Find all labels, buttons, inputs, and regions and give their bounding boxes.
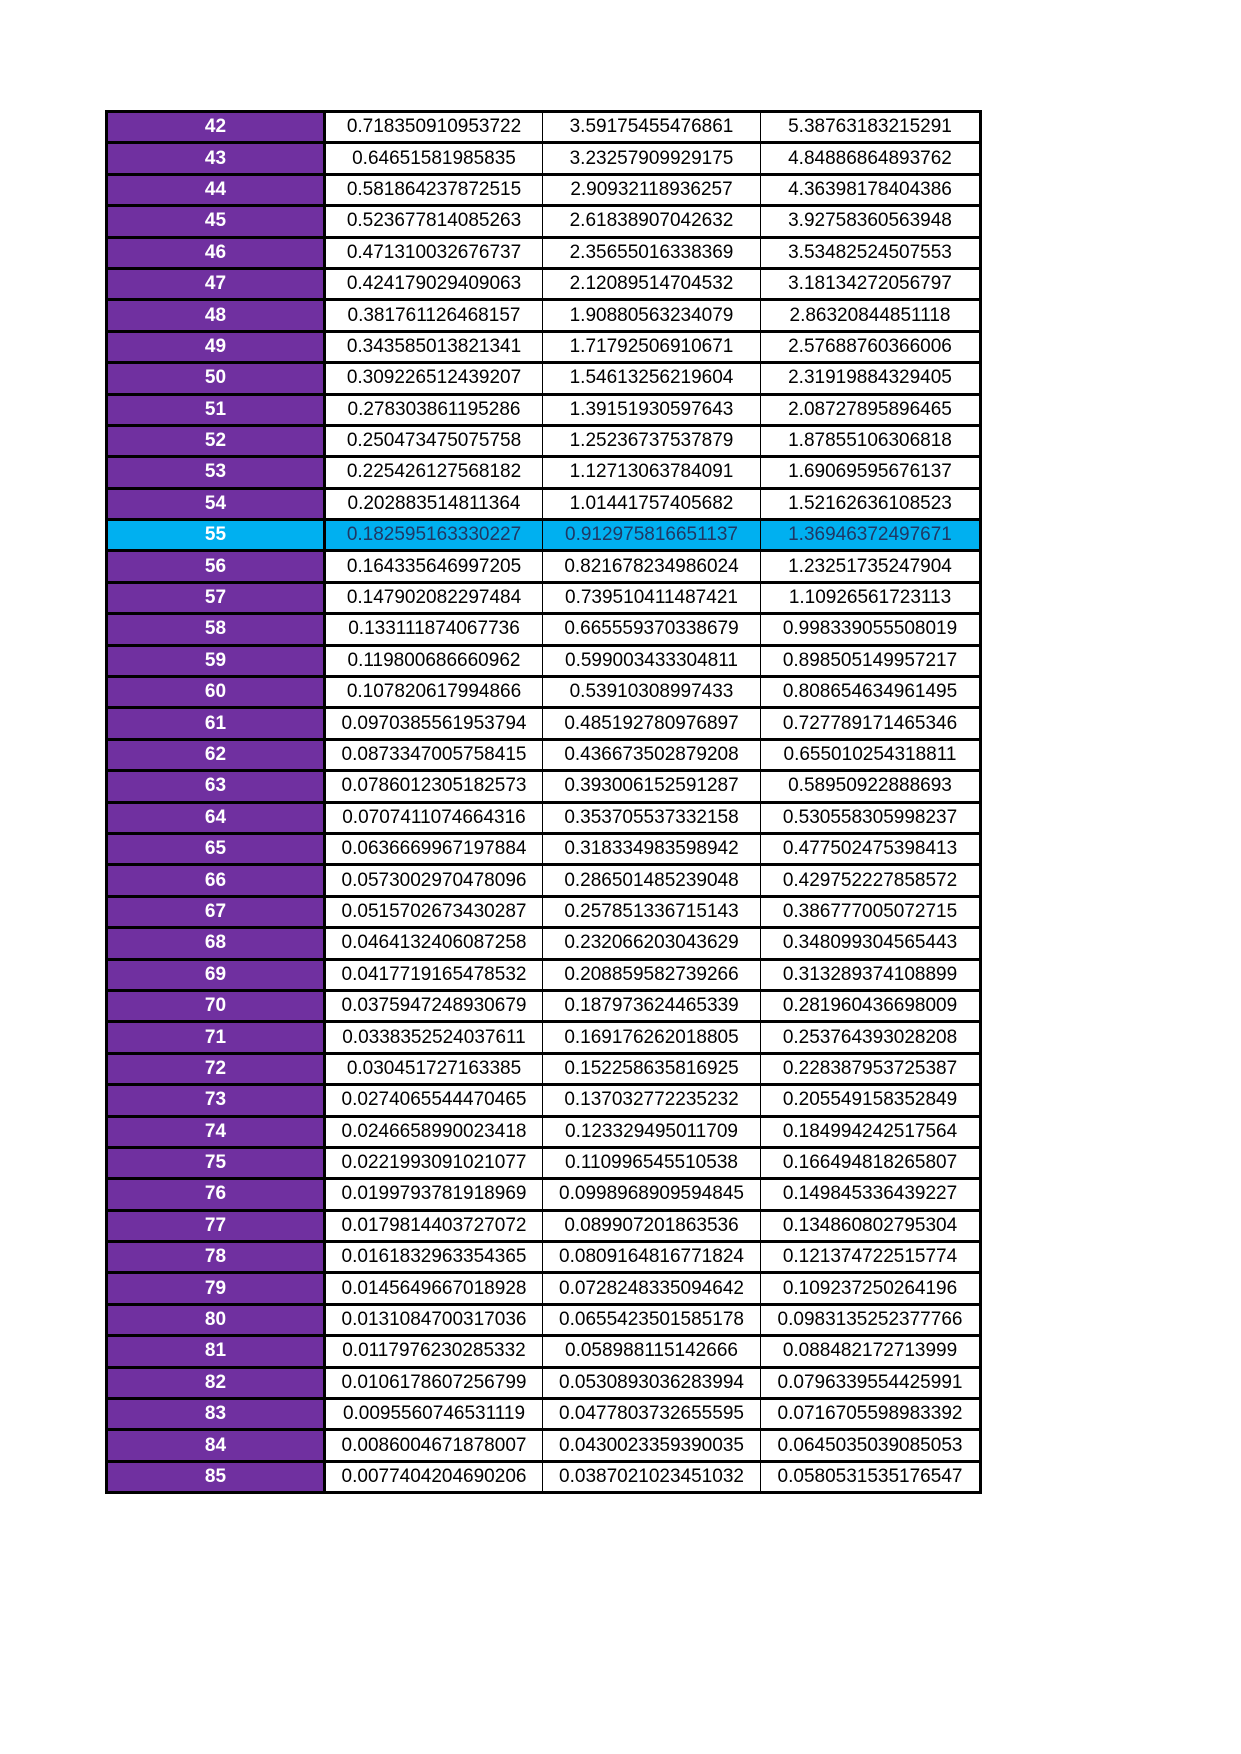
value-cell-a[interactable]: 0.581864237872515	[325, 174, 543, 205]
row-index-cell[interactable]: 56	[107, 551, 325, 582]
value-cell-c[interactable]: 0.0716705598983392	[761, 1399, 981, 1430]
value-cell-c[interactable]: 0.149845336439227	[761, 1179, 981, 1210]
table-row	[107, 1022, 981, 1053]
value-cell-c[interactable]: 0.0983135252377766	[761, 1304, 981, 1335]
row-index-cell[interactable]: 74	[107, 1116, 325, 1147]
table-body	[107, 112, 981, 1493]
table-row	[107, 1210, 981, 1241]
row-index-cell[interactable]: 83	[107, 1399, 325, 1430]
table-row	[107, 677, 981, 708]
row-index-cell[interactable]: 58	[107, 614, 325, 645]
value-cell-a[interactable]: 0.0221993091021077	[325, 1147, 543, 1178]
value-cell-c[interactable]: 1.52162636108523	[761, 488, 981, 519]
value-cell-b[interactable]: 0.0430023359390035	[543, 1430, 761, 1461]
value-cell-a[interactable]: 0.107820617994866	[325, 677, 543, 708]
value-cell-b[interactable]: 0.0530893036283994	[543, 1367, 761, 1398]
table-row	[107, 1461, 981, 1492]
value-cell-a[interactable]: 0.424179029409063	[325, 268, 543, 299]
table-row	[107, 865, 981, 896]
table-row	[107, 394, 981, 425]
value-cell-a[interactable]: 0.0573002970478096	[325, 865, 543, 896]
row-index-cell[interactable]: 48	[107, 300, 325, 331]
value-cell-b[interactable]: 1.25236737537879	[543, 425, 761, 456]
value-cell-c[interactable]: 4.84886864893762	[761, 143, 981, 174]
value-cell-c[interactable]: 0.477502475398413	[761, 833, 981, 864]
value-cell-b[interactable]: 3.59175455476861	[543, 112, 761, 143]
value-cell-a[interactable]: 0.343585013821341	[325, 331, 543, 362]
value-cell-c[interactable]: 0.727789171465346	[761, 708, 981, 739]
table-row	[107, 1367, 981, 1398]
value-cell-c[interactable]: 0.281960436698009	[761, 990, 981, 1021]
value-cell-a[interactable]: 0.0515702673430287	[325, 896, 543, 927]
value-cell-b[interactable]: 0.089907201863536	[543, 1210, 761, 1241]
value-cell-a[interactable]: 0.0117976230285332	[325, 1336, 543, 1367]
value-cell-a[interactable]: 0.0145649667018928	[325, 1273, 543, 1304]
table-row	[107, 771, 981, 802]
value-cell-b[interactable]: 2.35655016338369	[543, 237, 761, 268]
value-cell-a[interactable]: 0.0077404204690206	[325, 1461, 543, 1492]
value-cell-a[interactable]: 0.0375947248930679	[325, 990, 543, 1021]
value-cell-a[interactable]: 0.0707411074664316	[325, 802, 543, 833]
value-cell-b[interactable]: 0.058988115142666	[543, 1336, 761, 1367]
value-cell-b[interactable]: 0.665559370338679	[543, 614, 761, 645]
value-cell-c[interactable]: 2.86320844851118	[761, 300, 981, 331]
table-row	[107, 645, 981, 676]
value-cell-c[interactable]: 0.184994242517564	[761, 1116, 981, 1147]
value-cell-a[interactable]: 0.0786012305182573	[325, 771, 543, 802]
table-row	[107, 802, 981, 833]
value-cell-a[interactable]: 0.250473475075758	[325, 425, 543, 456]
value-cell-a[interactable]: 0.278303861195286	[325, 394, 543, 425]
value-cell-a[interactable]: 0.119800686660962	[325, 645, 543, 676]
row-index-cell[interactable]: 53	[107, 457, 325, 488]
row-index-cell[interactable]: 50	[107, 363, 325, 394]
table-row	[107, 739, 981, 770]
value-cell-c[interactable]: 0.530558305998237	[761, 802, 981, 833]
table-row	[107, 990, 981, 1021]
value-cell-c[interactable]: 0.166494818265807	[761, 1147, 981, 1178]
value-cell-c[interactable]: 0.655010254318811	[761, 739, 981, 770]
value-cell-b[interactable]: 1.01441757405682	[543, 488, 761, 519]
table-row	[107, 582, 981, 613]
value-cell-b[interactable]: 0.137032772235232	[543, 1085, 761, 1116]
value-cell-a[interactable]: 0.0464132406087258	[325, 928, 543, 959]
value-cell-c[interactable]: 0.898505149957217	[761, 645, 981, 676]
value-cell-b[interactable]: 1.39151930597643	[543, 394, 761, 425]
value-cell-a[interactable]: 0.0095560746531119	[325, 1399, 543, 1430]
data-table	[105, 110, 982, 1494]
table-row	[107, 174, 981, 205]
table-row	[107, 331, 981, 362]
table-row	[107, 614, 981, 645]
value-cell-a[interactable]: 0.133111874067736	[325, 614, 543, 645]
value-cell-b[interactable]: 0.152258635816925	[543, 1053, 761, 1084]
value-cell-c[interactable]: 0.313289374108899	[761, 959, 981, 990]
table-row	[107, 457, 981, 488]
value-cell-b[interactable]: 0.739510411487421	[543, 582, 761, 613]
value-cell-c[interactable]: 1.10926561723113	[761, 582, 981, 613]
value-cell-b[interactable]: 0.0809164816771824	[543, 1242, 761, 1273]
value-cell-b[interactable]: 0.393006152591287	[543, 771, 761, 802]
table-row	[107, 833, 981, 864]
row-index-cell[interactable]: 61	[107, 708, 325, 739]
row-index-cell[interactable]: 52	[107, 425, 325, 456]
table-row	[107, 1430, 981, 1461]
value-cell-b[interactable]: 0.187973624465339	[543, 990, 761, 1021]
row-index-cell[interactable]: 44	[107, 174, 325, 205]
table-row	[107, 1147, 981, 1178]
value-cell-a[interactable]: 0.0970385561953794	[325, 708, 543, 739]
table-row	[107, 1242, 981, 1273]
table-row	[107, 1273, 981, 1304]
table-row	[107, 488, 981, 519]
value-cell-a[interactable]: 0.0417719165478532	[325, 959, 543, 990]
value-cell-b[interactable]: 0.599003433304811	[543, 645, 761, 676]
row-index-cell[interactable]: 72	[107, 1053, 325, 1084]
row-index-cell[interactable]: 82	[107, 1367, 325, 1398]
table-row	[107, 1179, 981, 1210]
value-cell-c[interactable]: 3.53482524507553	[761, 237, 981, 268]
value-cell-b[interactable]: 0.821678234986024	[543, 551, 761, 582]
value-cell-b[interactable]: 0.0387021023451032	[543, 1461, 761, 1492]
value-cell-a[interactable]: 0.030451727163385	[325, 1053, 543, 1084]
value-cell-c[interactable]: 0.134860802795304	[761, 1210, 981, 1241]
row-index-cell[interactable]: 79	[107, 1273, 325, 1304]
row-index-cell[interactable]: 47	[107, 268, 325, 299]
value-cell-b[interactable]: 0.123329495011709	[543, 1116, 761, 1147]
row-index-cell[interactable]: 63	[107, 771, 325, 802]
row-index-cell[interactable]: 51	[107, 394, 325, 425]
value-cell-c[interactable]: 0.808654634961495	[761, 677, 981, 708]
value-cell-b[interactable]: 0.286501485239048	[543, 865, 761, 896]
table-row	[107, 112, 981, 143]
value-cell-a[interactable]: 0.0338352524037611	[325, 1022, 543, 1053]
value-cell-b[interactable]: 0.208859582739266	[543, 959, 761, 990]
table-row-highlighted	[107, 520, 981, 551]
value-cell-b[interactable]: 0.257851336715143	[543, 896, 761, 927]
row-index-cell[interactable]: 54	[107, 488, 325, 519]
value-cell-c[interactable]: 0.121374722515774	[761, 1242, 981, 1273]
row-index-cell[interactable]: 55	[107, 520, 325, 551]
row-index-cell[interactable]: 65	[107, 833, 325, 864]
value-cell-b[interactable]: 0.0655423501585178	[543, 1304, 761, 1335]
value-cell-c[interactable]: 2.31919884329405	[761, 363, 981, 394]
value-cell-c[interactable]: 0.109237250264196	[761, 1273, 981, 1304]
value-cell-b[interactable]: 0.353705537332158	[543, 802, 761, 833]
table-row	[107, 1116, 981, 1147]
value-cell-b[interactable]: 0.485192780976897	[543, 708, 761, 739]
row-index-cell[interactable]: 71	[107, 1022, 325, 1053]
value-cell-b[interactable]: 0.318334983598942	[543, 833, 761, 864]
table-row	[107, 1399, 981, 1430]
row-index-cell[interactable]: 77	[107, 1210, 325, 1241]
table-row	[107, 1304, 981, 1335]
row-index-cell[interactable]: 59	[107, 645, 325, 676]
value-cell-b[interactable]: 0.53910308997433	[543, 677, 761, 708]
value-cell-c[interactable]: 1.36946372497671	[761, 520, 981, 551]
value-cell-c[interactable]: 5.38763183215291	[761, 112, 981, 143]
row-index-cell[interactable]: 78	[107, 1242, 325, 1273]
row-index-cell[interactable]: 66	[107, 865, 325, 896]
table-row	[107, 363, 981, 394]
row-index-cell[interactable]: 80	[107, 1304, 325, 1335]
value-cell-c[interactable]: 2.57688760366006	[761, 331, 981, 362]
value-cell-a[interactable]: 0.0246658990023418	[325, 1116, 543, 1147]
value-cell-c[interactable]: 0.348099304565443	[761, 928, 981, 959]
value-cell-c[interactable]: 0.0645035039085053	[761, 1430, 981, 1461]
row-index-cell[interactable]: 42	[107, 112, 325, 143]
table-row	[107, 959, 981, 990]
row-index-cell[interactable]: 73	[107, 1085, 325, 1116]
value-cell-c[interactable]: 4.36398178404386	[761, 174, 981, 205]
row-index-cell[interactable]: 64	[107, 802, 325, 833]
value-cell-b[interactable]: 1.90880563234079	[543, 300, 761, 331]
value-cell-a[interactable]: 0.0131084700317036	[325, 1304, 543, 1335]
value-cell-c[interactable]: 0.386777005072715	[761, 896, 981, 927]
value-cell-c[interactable]: 1.87855106306818	[761, 425, 981, 456]
value-cell-a[interactable]: 0.202883514811364	[325, 488, 543, 519]
value-cell-c[interactable]: 0.429752227858572	[761, 865, 981, 896]
value-cell-b[interactable]: 0.232066203043629	[543, 928, 761, 959]
value-cell-c[interactable]: 0.088482172713999	[761, 1336, 981, 1367]
table-row	[107, 425, 981, 456]
table-row	[107, 1085, 981, 1116]
row-index-cell[interactable]: 68	[107, 928, 325, 959]
value-cell-a[interactable]: 0.309226512439207	[325, 363, 543, 394]
value-cell-c[interactable]: 3.92758360563948	[761, 206, 981, 237]
value-cell-a[interactable]: 0.64651581985835	[325, 143, 543, 174]
value-cell-b[interactable]: 0.436673502879208	[543, 739, 761, 770]
value-cell-a[interactable]: 0.164335646997205	[325, 551, 543, 582]
value-cell-c[interactable]: 0.253764393028208	[761, 1022, 981, 1053]
value-cell-c[interactable]: 0.228387953725387	[761, 1053, 981, 1084]
table-row	[107, 237, 981, 268]
value-cell-a[interactable]: 0.381761126468157	[325, 300, 543, 331]
value-cell-b[interactable]: 2.90932118936257	[543, 174, 761, 205]
row-index-cell[interactable]: 85	[107, 1461, 325, 1492]
value-cell-b[interactable]: 0.0477803732655595	[543, 1399, 761, 1430]
table-row	[107, 1336, 981, 1367]
row-index-cell[interactable]: 43	[107, 143, 325, 174]
value-cell-b[interactable]: 3.23257909929175	[543, 143, 761, 174]
value-cell-c[interactable]: 1.69069595676137	[761, 457, 981, 488]
value-cell-b[interactable]: 1.12713063784091	[543, 457, 761, 488]
table-row	[107, 896, 981, 927]
value-cell-b[interactable]: 0.0998968909594845	[543, 1179, 761, 1210]
row-index-cell[interactable]: 62	[107, 739, 325, 770]
value-cell-b[interactable]: 0.169176262018805	[543, 1022, 761, 1053]
value-cell-b[interactable]: 0.110996545510538	[543, 1147, 761, 1178]
value-cell-a[interactable]: 0.0636669967197884	[325, 833, 543, 864]
table-row	[107, 206, 981, 237]
value-cell-b[interactable]: 2.61838907042632	[543, 206, 761, 237]
value-cell-b[interactable]: 0.0728248335094642	[543, 1273, 761, 1304]
value-cell-c[interactable]: 1.23251735247904	[761, 551, 981, 582]
row-index-cell[interactable]: 45	[107, 206, 325, 237]
value-cell-a[interactable]: 0.0274065544470465	[325, 1085, 543, 1116]
value-cell-c[interactable]: 0.998339055508019	[761, 614, 981, 645]
row-index-cell[interactable]: 57	[107, 582, 325, 613]
table-row	[107, 300, 981, 331]
value-cell-a[interactable]: 0.0199793781918969	[325, 1179, 543, 1210]
value-cell-c[interactable]: 2.08727895896465	[761, 394, 981, 425]
row-index-cell[interactable]: 67	[107, 896, 325, 927]
row-index-cell[interactable]: 69	[107, 959, 325, 990]
row-index-cell[interactable]: 60	[107, 677, 325, 708]
value-cell-c[interactable]: 3.18134272056797	[761, 268, 981, 299]
value-cell-a[interactable]: 0.718350910953722	[325, 112, 543, 143]
row-index-cell[interactable]: 84	[107, 1430, 325, 1461]
value-cell-a[interactable]: 0.0106178607256799	[325, 1367, 543, 1398]
value-cell-b[interactable]: 2.12089514704532	[543, 268, 761, 299]
table-row	[107, 1053, 981, 1084]
value-cell-a[interactable]: 0.225426127568182	[325, 457, 543, 488]
value-cell-a[interactable]: 0.147902082297484	[325, 582, 543, 613]
value-cell-c[interactable]: 0.205549158352849	[761, 1085, 981, 1116]
table-row	[107, 708, 981, 739]
value-cell-a[interactable]: 0.523677814085263	[325, 206, 543, 237]
value-cell-c[interactable]: 0.58950922888693	[761, 771, 981, 802]
value-cell-b[interactable]: 1.71792506910671	[543, 331, 761, 362]
row-index-cell[interactable]: 49	[107, 331, 325, 362]
value-cell-c[interactable]: 0.0580531535176547	[761, 1461, 981, 1492]
row-index-cell[interactable]: 46	[107, 237, 325, 268]
table-row	[107, 928, 981, 959]
value-cell-a[interactable]: 0.0179814403727072	[325, 1210, 543, 1241]
table-row	[107, 268, 981, 299]
value-cell-b[interactable]: 0.912975816651137	[543, 520, 761, 551]
value-cell-a[interactable]: 0.0086004671878007	[325, 1430, 543, 1461]
row-index-cell[interactable]: 81	[107, 1336, 325, 1367]
value-cell-a[interactable]: 0.0161832963354365	[325, 1242, 543, 1273]
value-cell-c[interactable]: 0.0796339554425991	[761, 1367, 981, 1398]
table-row	[107, 143, 981, 174]
value-cell-a[interactable]: 0.471310032676737	[325, 237, 543, 268]
value-cell-a[interactable]: 0.0873347005758415	[325, 739, 543, 770]
value-cell-b[interactable]: 1.54613256219604	[543, 363, 761, 394]
row-index-cell[interactable]: 75	[107, 1147, 325, 1178]
value-cell-a[interactable]: 0.182595163330227	[325, 520, 543, 551]
row-index-cell[interactable]: 76	[107, 1179, 325, 1210]
row-index-cell[interactable]: 70	[107, 990, 325, 1021]
table-row	[107, 551, 981, 582]
